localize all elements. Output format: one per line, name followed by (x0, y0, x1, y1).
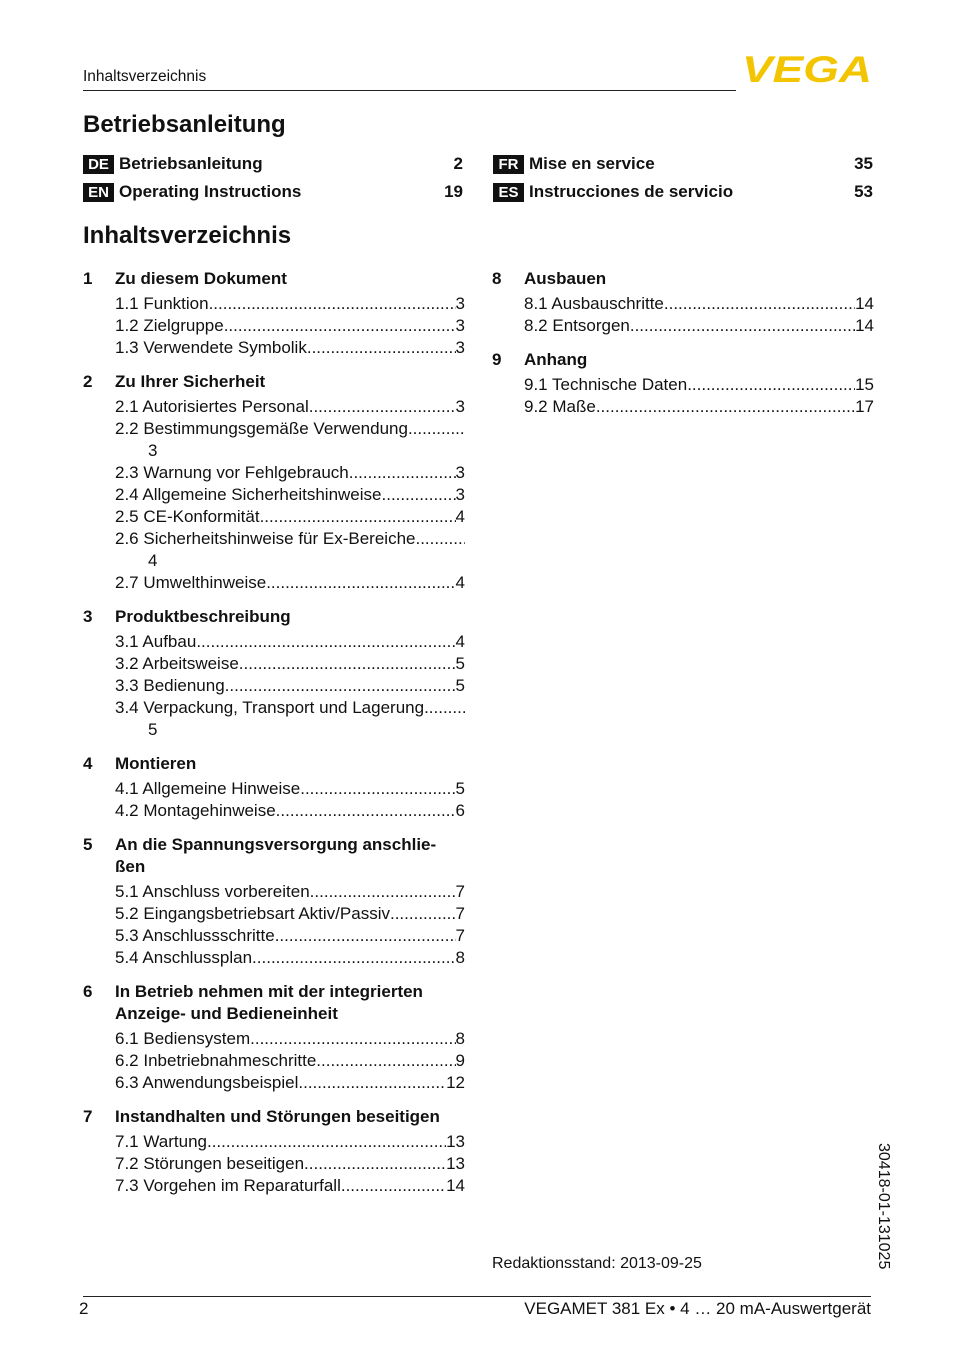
toc-entry-page: 13 (446, 1132, 465, 1151)
chapter-number: 4 (83, 754, 93, 773)
toc-leader-dots (310, 881, 456, 903)
vega-logo (742, 52, 872, 84)
toc-entry-page: 14 (855, 294, 874, 313)
toc-entry[interactable] (83, 881, 465, 903)
toc-leader-dots (207, 1131, 446, 1153)
toc-entry-label: 6.1 Bediensystem (115, 1029, 251, 1048)
toc-entry-label: 3.3 Bedienung (115, 676, 225, 695)
toc-leader-dots (382, 484, 456, 506)
language-badge: DE (83, 155, 114, 174)
toc-entry-label: 2.3 Warnung vor Fehlgebrauch (115, 463, 349, 482)
toc-chapter (83, 834, 465, 969)
language-badge: FR (493, 155, 524, 174)
toc-entry-page: 8 (455, 948, 465, 967)
toc-entry-page: 3 (455, 294, 465, 313)
toc-leader-dots (424, 697, 465, 719)
toc-chapter-heading[interactable] (83, 981, 465, 1025)
toc-entry[interactable] (83, 800, 465, 822)
chapter-title: Instandhalten und Störungen beseitigen (115, 1107, 440, 1126)
language-entry-es[interactable] (493, 181, 873, 203)
toc-chapter-heading[interactable] (83, 371, 465, 393)
language-entry-en[interactable] (83, 181, 463, 203)
footer-product-name: VEGAMET 381 Ex • 4 … 20 mA-Auswertgerät (524, 1299, 871, 1318)
toc-entry[interactable] (83, 484, 465, 506)
toc-leader-dots (307, 337, 456, 359)
chapter-number: 3 (83, 607, 93, 626)
toc-leader-dots (630, 315, 855, 337)
toc-entry-page: 3 (455, 463, 465, 482)
toc-entry-page: 15 (855, 375, 874, 394)
language-page: 53 (854, 182, 873, 201)
header-rule (83, 90, 736, 91)
chapter-number: 2 (83, 372, 93, 391)
toc-entry-page: 13 (446, 1154, 465, 1173)
toc-leader-dots (304, 1153, 446, 1175)
toc-entry-label: 8.1 Ausbauschritte (524, 294, 664, 313)
toc-entry-page: 5 (455, 676, 465, 695)
toc-entry-page: 7 (455, 882, 465, 901)
toc-entry-label: 6.2 Inbetriebnahmeschritte (115, 1051, 317, 1070)
chapter-title: Zu Ihrer Sicherheit (115, 372, 266, 391)
toc-entry-page: 3 (148, 441, 158, 460)
toc-entry-page: 7 (455, 904, 465, 923)
language-title: Instrucciones de servicio (529, 182, 734, 201)
toc-entry[interactable] (83, 506, 465, 528)
toc-entry-page: 5 (455, 779, 465, 798)
toc-chapter-heading[interactable] (83, 753, 465, 775)
toc-leader-dots (596, 396, 855, 418)
toc-entry[interactable] (83, 697, 465, 741)
toc-entry-label: 2.1 Autorisiertes Personal (115, 397, 309, 416)
toc-entry-page: 3 (455, 397, 465, 416)
toc-leader-dots (260, 506, 456, 528)
toc-heading: Inhaltsverzeichnis (83, 222, 292, 249)
toc-entry-page: 17 (855, 397, 874, 416)
chapter-number: 7 (83, 1107, 93, 1126)
toc-entry-page: 4 (455, 573, 465, 592)
toc-entry-label: 3.1 Aufbau (115, 632, 197, 651)
toc-chapter (83, 753, 465, 822)
toc-leader-dots (390, 903, 456, 925)
toc-entry[interactable] (492, 374, 874, 396)
toc-entry[interactable] (83, 315, 465, 337)
chapter-title: Ausbauen (524, 269, 607, 288)
toc-chapter-heading[interactable] (83, 834, 465, 878)
toc-entry-page: 5 (148, 720, 158, 739)
toc-leader-dots (196, 631, 455, 653)
toc-entry-page: 4 (148, 551, 158, 570)
toc-leader-dots (300, 778, 455, 800)
toc-leader-dots (209, 293, 456, 315)
toc-entry[interactable] (83, 631, 465, 653)
toc-chapter (83, 371, 465, 594)
toc-entry[interactable] (492, 315, 874, 337)
toc-entry[interactable] (83, 903, 465, 925)
toc-entry[interactable] (83, 653, 465, 675)
toc-chapter-heading[interactable] (83, 606, 465, 628)
toc-entry-page: 8 (455, 1029, 465, 1048)
toc-entry-label: 2.2 Bestimmungsgemäße Verwendung (115, 419, 408, 438)
toc-chapter-heading[interactable] (83, 268, 465, 290)
toc-leader-dots (341, 1175, 446, 1197)
toc-chapter (492, 268, 874, 337)
toc-entry-label: 1.1 Funktion (115, 294, 209, 313)
toc-chapter-heading[interactable] (492, 268, 874, 290)
toc-entry[interactable] (83, 1072, 465, 1094)
toc-entry[interactable] (83, 675, 465, 697)
language-entry-fr[interactable] (493, 153, 873, 175)
header-section-label: Inhaltsverzeichnis (83, 68, 207, 85)
toc-leader-dots (276, 800, 456, 822)
toc-entry-page: 9 (455, 1051, 465, 1070)
revision-date: Redaktionsstand: 2013-09-25 (492, 1255, 702, 1272)
toc-entry[interactable] (83, 1175, 465, 1197)
toc-leader-dots (408, 418, 465, 440)
toc-entry-label: 7.3 Vorgehen im Reparaturfall (115, 1176, 341, 1195)
toc-entry-label: 2.7 Umwelthinweise (115, 573, 267, 592)
toc-entry[interactable] (83, 396, 465, 418)
toc-entry-page: 3 (455, 316, 465, 335)
chapter-number: 9 (492, 350, 502, 369)
toc-entry-page: 3 (455, 338, 465, 357)
footer-rule (83, 1296, 871, 1297)
toc-entry[interactable] (492, 396, 874, 418)
toc-entry-page: 14 (855, 316, 874, 335)
toc-entry-label: 1.2 Zielgruppe (115, 316, 224, 335)
toc-entry-label: 9.2 Maße (524, 397, 596, 416)
toc-leader-dots (316, 1050, 455, 1072)
toc-entry-label: 5.1 Anschluss vorbereiten (115, 882, 310, 901)
chapter-title: Zu diesem Dokument (115, 269, 287, 288)
toc-leader-dots (664, 293, 855, 315)
toc-chapter (83, 606, 465, 741)
toc-entry-page: 5 (455, 654, 465, 673)
chapter-number: 6 (83, 982, 93, 1001)
language-title: Operating Instructions (119, 182, 302, 201)
toc-leader-dots (266, 572, 455, 594)
toc-entry-page: 4 (455, 507, 465, 526)
toc-chapter-heading[interactable] (492, 349, 874, 371)
toc-chapter (83, 981, 465, 1094)
chapter-title: Montieren (115, 754, 197, 773)
language-entry-de[interactable] (83, 153, 463, 175)
toc-entry[interactable] (83, 293, 465, 315)
toc-entry[interactable] (83, 337, 465, 359)
toc-leader-dots (239, 653, 456, 675)
toc-entry-label: 9.1 Technische Daten (524, 375, 688, 394)
toc-entry-label: 5.2 Eingangsbetriebsart Aktiv/Passiv (115, 904, 390, 923)
toc-entry-label: 3.2 Arbeitsweise (115, 654, 239, 673)
toc-leader-dots (252, 947, 455, 969)
toc-entry[interactable] (83, 778, 465, 800)
toc-entry[interactable] (492, 293, 874, 315)
toc-entry-page: 7 (455, 926, 465, 945)
toc-entry[interactable] (83, 1050, 465, 1072)
toc-chapter-heading[interactable] (83, 1106, 465, 1128)
toc-entry-label: 2.4 Allgemeine Sicherheitshinweise (115, 485, 382, 504)
footer-page-number: 2 (79, 1299, 89, 1318)
toc-leader-dots (225, 675, 456, 697)
toc-entry[interactable] (83, 418, 465, 462)
toc-entry-label: 4.1 Allgemeine Hinweise (115, 779, 301, 798)
toc-entry[interactable] (83, 1028, 465, 1050)
manual-heading: Betriebsanleitung (83, 111, 286, 138)
chapter-title: Produktbeschreibung (115, 607, 291, 626)
chapter-number: 5 (83, 835, 93, 854)
document-id: 30418-01-131025 (875, 1143, 892, 1270)
toc-leader-dots (687, 374, 855, 396)
toc-entry-label: 5.4 Anschlussplan (115, 948, 253, 967)
toc-entry[interactable] (83, 1153, 465, 1175)
toc-entry-page: 4 (455, 632, 465, 651)
chapter-title: In Betrieb nehmen mit der integrierten Anzeige- und Bedieneinheit (115, 982, 423, 1023)
chapter-number: 1 (83, 269, 93, 288)
toc-entry-label: 5.3 Anschlussschritte (115, 926, 275, 945)
toc-chapter (492, 349, 874, 418)
toc-entry-page: 12 (446, 1073, 465, 1092)
toc-entry-label: 2.5 CE-Konformität (115, 507, 260, 526)
toc-chapter (83, 268, 465, 359)
toc-entry-label: 3.4 Verpackung, Transport und Lagerung (115, 698, 425, 717)
toc-entry-page: 14 (446, 1176, 465, 1195)
language-badge: ES (493, 183, 524, 202)
toc-entry-label: 2.6 Sicherheitshinweise für Ex-Bereiche (115, 529, 416, 548)
toc-entry[interactable] (83, 1131, 465, 1153)
toc-leader-dots (415, 528, 465, 550)
toc-leader-dots (298, 1072, 446, 1094)
toc-entry[interactable] (83, 947, 465, 969)
toc-column-right (492, 268, 874, 430)
vega-logo-text: VEGA (742, 52, 872, 84)
toc-entry-label: 6.3 Anwendungsbeispiel (115, 1073, 299, 1092)
chapter-number: 8 (492, 269, 502, 288)
language-badge: EN (83, 183, 114, 202)
toc-entry-page: 3 (455, 485, 465, 504)
toc-leader-dots (224, 315, 456, 337)
toc-leader-dots (349, 462, 456, 484)
toc-entry[interactable] (83, 572, 465, 594)
toc-entry-page: 6 (455, 801, 465, 820)
toc-entry[interactable] (83, 462, 465, 484)
toc-entry-label: 1.3 Verwendete Symbolik (115, 338, 307, 357)
toc-entry-label: 4.2 Montagehinweise (115, 801, 276, 820)
toc-leader-dots (309, 396, 456, 418)
toc-column-left (83, 268, 465, 1209)
chapter-title: An die Spannungsversorgung anschlie-ßen (115, 835, 437, 876)
language-page: 19 (444, 182, 463, 201)
toc-entry-label: 8.2 Entsorgen (524, 316, 630, 335)
toc-chapter (83, 1106, 465, 1197)
language-title: Betriebsanleitung (119, 154, 263, 173)
toc-entry-label: 7.1 Wartung (115, 1132, 207, 1151)
language-page: 2 (453, 154, 463, 173)
language-title: Mise en service (529, 154, 655, 173)
toc-leader-dots (250, 1028, 455, 1050)
toc-entry-label: 7.2 Störungen beseitigen (115, 1154, 305, 1173)
toc-leader-dots (275, 925, 456, 947)
toc-entry[interactable] (83, 925, 465, 947)
chapter-title: Anhang (524, 350, 588, 369)
toc-entry[interactable] (83, 528, 465, 572)
language-page: 35 (854, 154, 873, 173)
